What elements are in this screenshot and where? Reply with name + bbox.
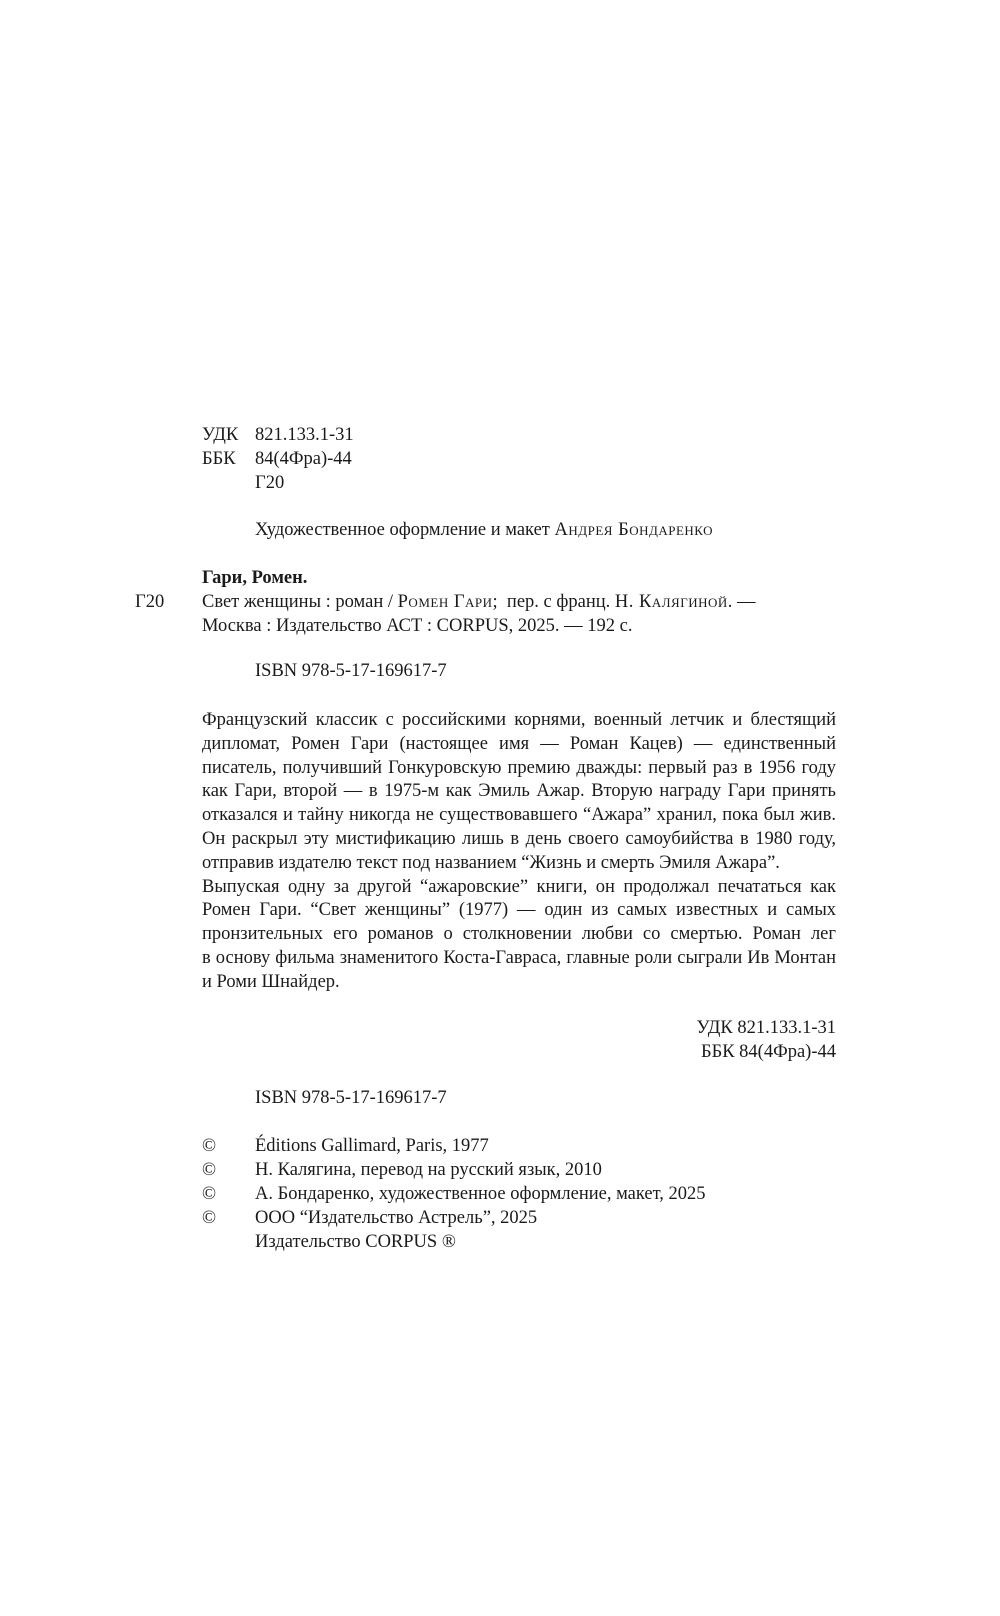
copyright-text: Éditions Gallimard, Paris, 1977: [255, 1136, 489, 1156]
author-mark: Г20: [255, 473, 285, 493]
designer-name: Андрея Бондаренко: [554, 520, 714, 540]
bbk-value: 84(4Фра)-44: [255, 449, 352, 469]
abstract-line: Французский классик с российскими корнями, военный летчик и блестящий: [202, 710, 836, 730]
publisher-mark: Издательство CORPUS ®: [255, 1232, 456, 1252]
udk-value: 821.133.1-31: [255, 425, 354, 445]
title-end: . —: [727, 592, 756, 612]
bib-title: [202, 590, 756, 614]
design-credit-text: Художественное оформление и макет: [255, 520, 555, 540]
copyright-text: Н. Калягина, перевод на русский язык, 2010: [255, 1160, 602, 1180]
copyright-text: А. Бондаренко, художественное оформление, макет, 2025: [255, 1184, 706, 1204]
title-text: Свет женщины : роман /: [202, 592, 398, 612]
abstract-line: отправив издателю текст под названием “Жизнь и смерть Эмиля Ажара”.: [202, 852, 780, 873]
copyright-symbol: ©: [202, 1208, 217, 1228]
bbk-bottom: ББК 84(4Фра)-44: [700, 1042, 836, 1062]
abstract-line: Он раскрыл эту мистификацию лишь в день своего самоубийства в 1980 году,: [202, 829, 836, 849]
copyright-symbol: ©: [202, 1184, 217, 1204]
bib-mark: Г20: [135, 592, 165, 612]
abstract-line: Ромен Гари. “Свет женщины” (1977) — один из самых известных и самых: [202, 900, 836, 921]
udk-bottom: УДК 821.133.1-31: [696, 1018, 836, 1038]
udk-label: УДК: [202, 425, 239, 445]
translator-name: Н. Калягиной: [614, 592, 728, 612]
abstract-line: дипломат, Ромен Гари (настоящее имя — Роман Кацев) — единственный: [202, 733, 836, 754]
abstract-line: в основу фильма знаменитого Коста-Гавраса, главные роли сыграли Ив Монтан: [202, 948, 836, 968]
bbk-label: ББК: [202, 449, 236, 469]
abstract-line: как Гари, второй — в 1975-м как Эмиль Ажар. Вторую награду Гари принять: [202, 781, 836, 802]
design-credit: [255, 518, 713, 542]
copyright-text: ООО “Издательство Астрель”, 2025: [255, 1208, 538, 1228]
abstract-line: писатель, получивший Гонкуровскую премию дважды: первый раз в 1956 году: [202, 757, 836, 778]
author-name: Ромен Гари: [397, 592, 493, 612]
bib-author: Гари, Ромен.: [202, 568, 308, 588]
bib-imprint: Москва : Издательство АСТ : CORPUS, 2025. — 192 с.: [202, 616, 633, 636]
abstract-line: и Роми Шнайдер.: [202, 971, 340, 992]
translation-text: ; пер. с франц.: [492, 592, 615, 612]
isbn-bottom: ISBN 978-5-17-169617-7: [255, 1088, 447, 1108]
bib-isbn: ISBN 978-5-17-169617-7: [255, 661, 447, 681]
abstract-line: Выпуская одну за другой “ажаровские” книги, он продолжал печататься как: [202, 876, 836, 897]
copyright-symbol: ©: [202, 1136, 217, 1156]
abstract-line: отказался и тайну никогда не существовавшего “Ажара” хранил, пока был жив.: [202, 805, 836, 826]
copyright-symbol: ©: [202, 1160, 217, 1180]
abstract-line: пронзительных его романов о столкновении любви со смертью. Роман лег: [202, 924, 836, 945]
